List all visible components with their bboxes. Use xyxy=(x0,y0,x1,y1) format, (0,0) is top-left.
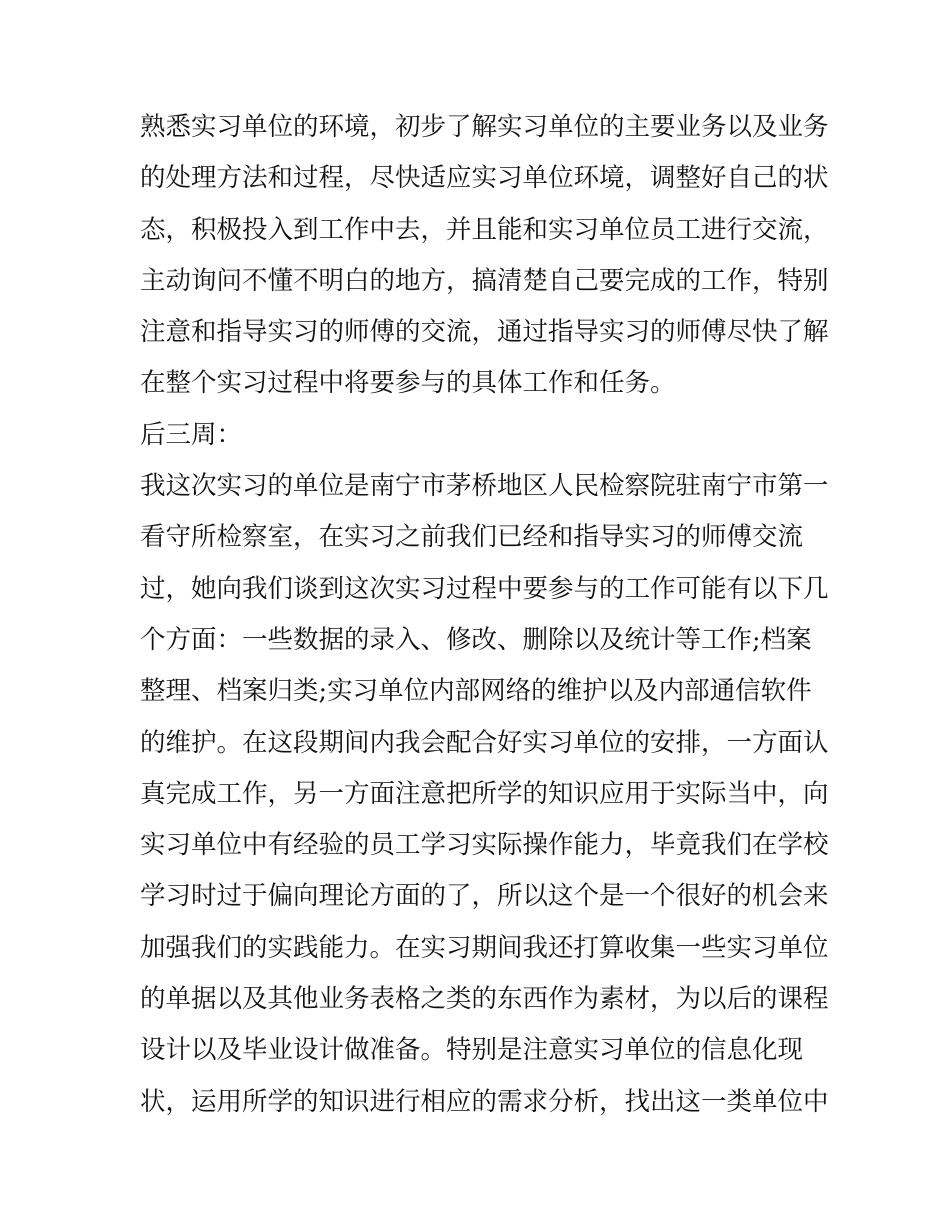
text-line: 我这次实习的单位是南宁市茅桥地区人民检察院驻南宁市第一 xyxy=(140,471,829,502)
text-line: 个方面：一些数据的录入、修改、删除以及统计等工作;档案 xyxy=(140,624,812,655)
text-line: 看守所检察室，在实习之前我们已经和指导实习的师傅交流 xyxy=(140,522,804,553)
body-text xyxy=(140,102,829,1128)
text-line: 实习单位中有经验的员工学习实际操作能力，毕竟我们在学校 xyxy=(140,830,829,861)
text-line: 加强我们的实践能力。在实习期间我还打算收集一些实习单位 xyxy=(140,932,829,963)
section-heading: 后三周： xyxy=(140,419,243,450)
text-line: 的维护。在这段期间内我会配合好实习单位的安排，一方面认 xyxy=(140,727,829,758)
text-line: 整理、档案归类;实习单位内部网络的维护以及内部通信软件 xyxy=(140,676,812,707)
text-line: 学习时过于偏向理论方面的了，所以这个是一个很好的机会来 xyxy=(140,881,829,912)
text-line: 在整个实习过程中将要参与的具体工作和任务。 xyxy=(140,368,676,399)
text-line: 主动询问不懂不明白的地方，搞清楚自己要完成的工作，特别 xyxy=(140,265,829,296)
text-line: 态，积极投入到工作中去，并且能和实习单位员工进行交流， xyxy=(140,214,829,245)
text-line: 熟悉实习单位的环境，初步了解实习单位的主要业务以及业务 xyxy=(140,112,829,142)
text-line: 设计以及毕业设计做准备。特别是注意实习单位的信息化现 xyxy=(140,1035,804,1066)
text-line: 的单据以及其他业务表格之类的东西作为素材，为以后的课程 xyxy=(140,984,829,1015)
text-line: 真完成工作，另一方面注意把所学的知识应用于实际当中，向 xyxy=(140,778,829,809)
text-line: 注意和指导实习的师傅的交流，通过指导实习的师傅尽快了解 xyxy=(140,317,829,348)
text-line: 状，运用所学的知识进行相应的需求分析，找出这一类单位中 xyxy=(140,1086,829,1117)
text-line: 过，她向我们谈到这次实习过程中要参与的工作可能有以下几 xyxy=(140,573,829,604)
text-line: 的处理方法和过程，尽快适应实习单位环境，调整好自己的状 xyxy=(140,163,829,194)
